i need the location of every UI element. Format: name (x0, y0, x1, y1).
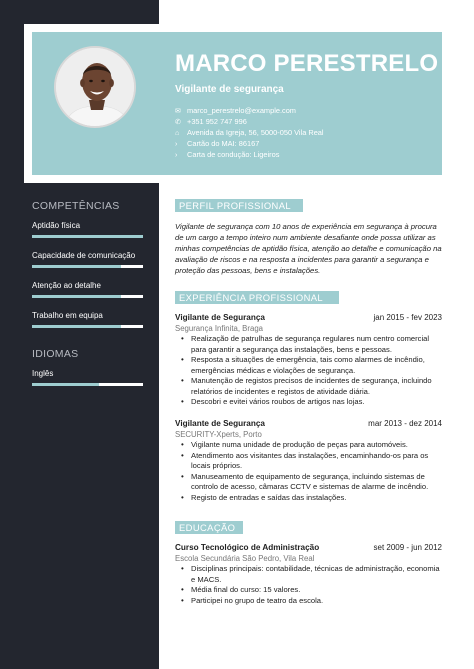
skill-bar-fill (32, 295, 121, 298)
header-banner (32, 32, 442, 175)
education-heading: EDUCAÇÃO (175, 521, 243, 534)
job-company: SECURITY-Xperts, Porto (175, 430, 262, 439)
job-dates: mar 2013 - dez 2014 (368, 419, 442, 428)
chevron-right-icon: › (175, 152, 178, 159)
contact-mai-text: Cartão do MAI: 86167 (187, 139, 260, 148)
candidate-name: MARCO PERESTRELO (175, 50, 439, 77)
person-photo-icon (56, 48, 136, 128)
profile-summary: Vigilante de segurança com 10 anos de experiência em segurança à procura de um cargo a tempo inteiro num ambiente desafiante onde possa utilizar as minhas competências de aptidão física, atenção ao detalhe e comunicação na avaliação de riscos e na resposta a incidentes para garantir a segurança e proteção das pessoas, bens e instalações. (175, 222, 442, 275)
chevron-right-icon: › (175, 141, 178, 148)
home-icon: ⌂ (175, 130, 180, 137)
education-school: Escola Secundária São Pedro, Vila Real (175, 554, 315, 563)
education-bullet-list (179, 564, 444, 606)
candidate-job-title: Vigilante de segurança (175, 84, 284, 95)
skill-label: Aptidão física (32, 221, 81, 230)
contact-email (175, 106, 296, 115)
job-title: Vigilante de Segurança (175, 313, 265, 322)
list-item: • Resposta a situações de emergência, tais como alarmes de incêndio, emergências médicas e violações de segurança. (179, 355, 444, 376)
contact-phone-text: +351 952 747 996 (187, 117, 247, 126)
profile-photo (54, 46, 136, 128)
skill-bar-fill (32, 235, 143, 238)
skill-bar-fill (32, 325, 121, 328)
job-company: Segurança Infinita, Braga (175, 324, 263, 333)
list-item: • Descobri e evitei vários roubos de artigos nas lojas. (179, 397, 444, 408)
job-title: Vigilante de Segurança (175, 419, 265, 428)
list-item: • Disciplinas principais: contabilidade, técnicas de administração, economia e MACS. (179, 564, 444, 585)
education-dates: set 2009 - jun 2012 (373, 543, 442, 552)
list-item: • Registo de entradas e saídas das instalações. (179, 493, 444, 504)
job-dates: jan 2015 - fev 2023 (373, 313, 442, 322)
contact-address (175, 128, 324, 137)
skill-label: Capacidade de comunicação (32, 251, 136, 260)
language-label: Inglês (32, 369, 54, 378)
skill-bar (32, 235, 143, 238)
contact-license-text: Carta de condução: Ligeiros (187, 150, 280, 159)
education-title: Curso Tecnológico de Administração (175, 543, 320, 552)
list-item: • Atendimento aos visitantes das instalações, encaminhando-os para os locais próprios. (179, 451, 444, 472)
contact-email-text: marco_perestrelo@example.com (187, 106, 296, 115)
skill-label: Atenção ao detalhe (32, 281, 101, 290)
job-bullet-list (179, 440, 444, 503)
experience-heading: EXPERIÊNCIA PROFISSIONAL (175, 291, 339, 304)
language-bar (32, 383, 143, 386)
language-bar-fill (32, 383, 99, 386)
job-bullet-list (179, 334, 444, 408)
skill-bar (32, 325, 143, 328)
skill-bar (32, 295, 143, 298)
phone-icon: ✆ (175, 119, 181, 126)
list-item: • Média final do curso: 15 valores. (179, 585, 444, 596)
profile-heading: PERFIL PROFISSIONAL (175, 199, 303, 212)
list-item: • Manuseamento de equipamento de segurança, incluindo sistemas de controlo de acesso, câmaras CCTV e sistemas de alarme de incêndio. (179, 472, 444, 493)
list-item: • Realização de patrulhas de segurança regulares num centro comercial para garantir a segurança das instalações, bens e pessoas. (179, 334, 444, 355)
skill-bar (32, 265, 143, 268)
envelope-icon: ✉ (175, 108, 181, 115)
list-item: • Vigilante numa unidade de produção de peças para automóveis. (179, 440, 444, 451)
skills-heading: COMPETÊNCIAS (32, 200, 120, 212)
skill-bar-fill (32, 265, 121, 268)
contact-phone (175, 117, 247, 126)
contact-license (175, 150, 279, 159)
skill-label: Trabalho em equipa (32, 311, 103, 320)
list-item: • Participei no grupo de teatro da escola. (179, 596, 444, 607)
contact-mai-card (175, 139, 259, 148)
contact-address-text: Avenida da Igreja, 56, 5000-050 Vila Real (187, 128, 324, 137)
list-item: • Manutenção de registos precisos de incidentes de segurança, incluindo relatórios de incidentes e registos de atividade diária. (179, 376, 444, 397)
languages-heading: IDIOMAS (32, 348, 79, 360)
